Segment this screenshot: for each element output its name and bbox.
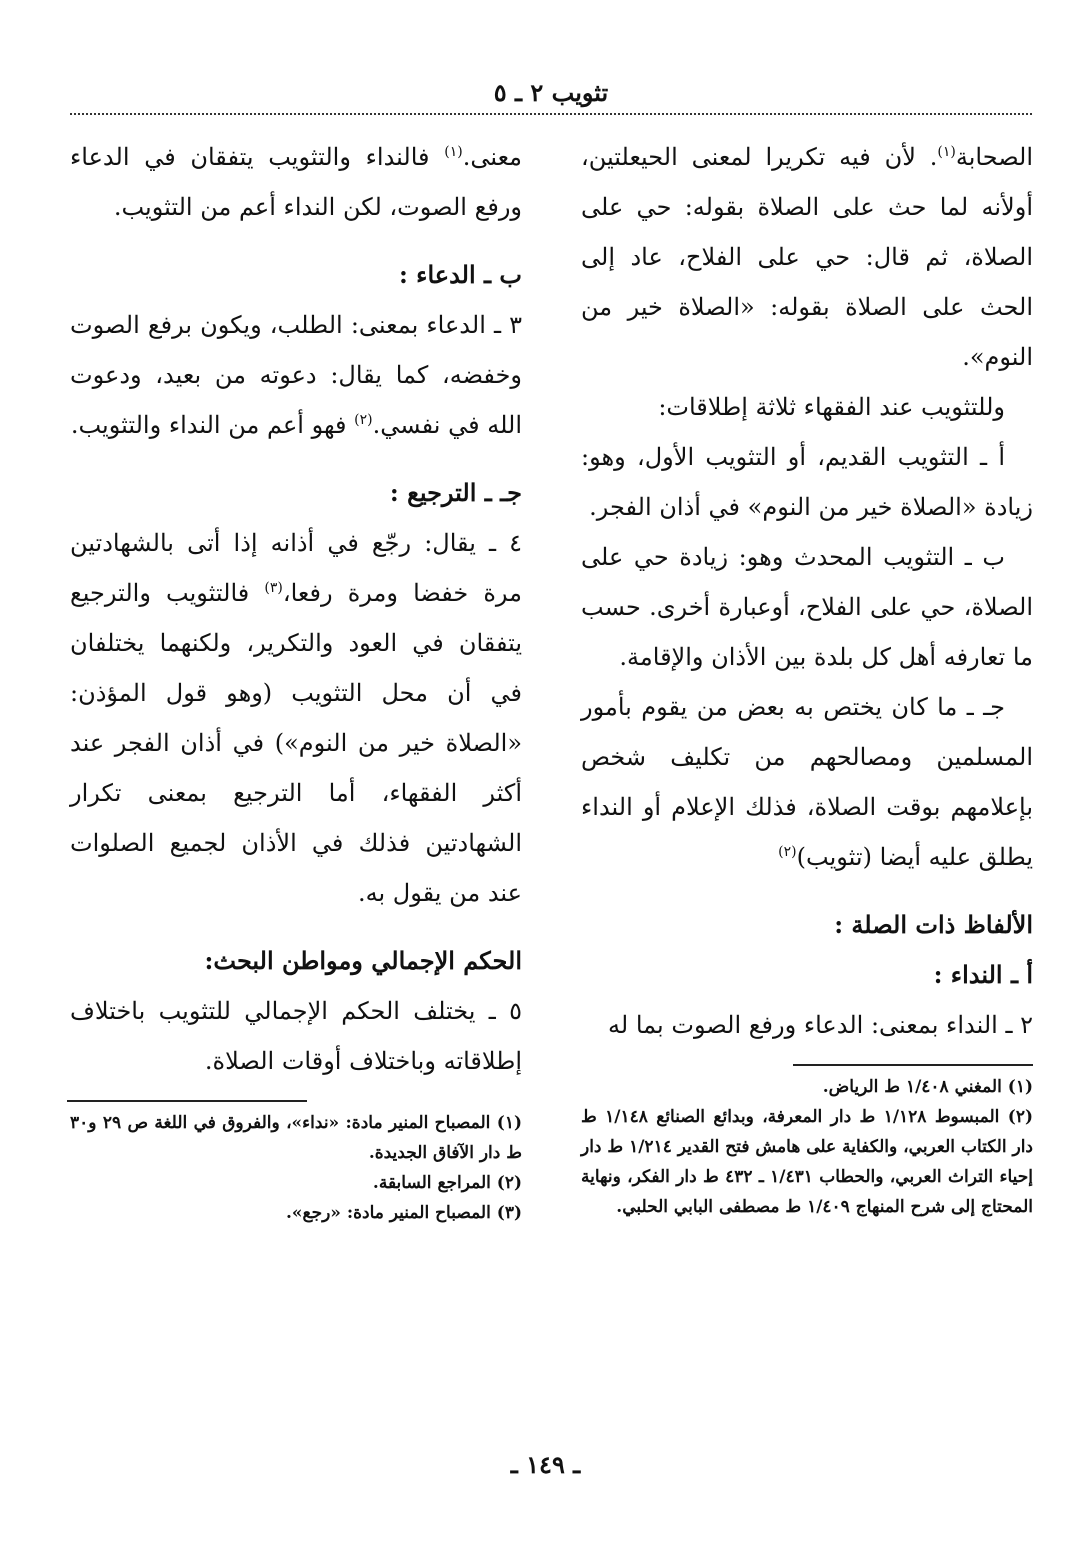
paragraph: ٣ ـ الدعاء بمعنى: الطلب، ويكون برفع الصوت وخفضه، كما يقال: دعوته من بعيد، ودعوت الله في نفسي.$^{(٢)}$ فهو أعم من النداء والتثويب. (70, 311, 522, 439)
footnote-rule (67, 1100, 307, 1102)
running-header: تثويب ٢ ـ ٥ (493, 78, 609, 107)
header-dotted-rule (70, 113, 1032, 115)
footnote-rule (793, 1064, 1033, 1066)
subsection-heading: أ ـ النداء : (933, 960, 1033, 989)
paragraph: الصحابة$^{(١)}$. لأن فيه تكريرا لمعنى الحيعلتين، أولأنه لما حث على الصلاة بقوله: حي على الصلاة، ثم قال: حي على الفلاح، عاد إلى الحث على الصلاة بقوله: «الصلاة خير من النوم». (581, 143, 1033, 371)
subsection-heading: ب ـ الدعاء : (398, 260, 522, 289)
footnote: (١) المصباح المنير مادة: «نداء»، والفروق في اللغة ص ٢٩ و٣٠ ط دار الآفاق الجديدة. (70, 1113, 522, 1163)
right-column (581, 132, 1033, 1222)
footnote: (١) المغني ١/٤٠٨ ط الرياض. (822, 1077, 1033, 1097)
paragraph: أ ـ التثويب القديم، أو التثويب الأول، وهو: زيادة «الصلاة خير من النوم» في أذان الفجر. (581, 443, 1033, 521)
paragraph: ٢ ـ النداء بمعنى: الدعاء ورفع الصوت بما له (608, 1011, 1033, 1039)
paragraph: ب ـ التثويب المحدث وهو: زيادة حي على الصلاة، حي على الفلاح، أوعبارة أخرى. حسب ما تعارفه أهل كل بلدة بين الأذان والإقامة. (581, 543, 1033, 671)
left-column (70, 132, 522, 1228)
footnote-ref: (٢) (354, 412, 373, 428)
section-heading: الحكم الإجمالي ومواطن البحث: (204, 946, 522, 975)
footnote-ref: (١) (937, 144, 956, 160)
footnote: (٣) المصباح المنير مادة: «رجع». (285, 1203, 522, 1223)
section-heading: الألفاظ ذات الصلة : (834, 910, 1033, 939)
subsection-heading: جـ ـ الترجيع : (389, 478, 522, 507)
paragraph: جـ ـ ما كان يختص به بعض من يقوم بأمور المسلمين ومصالحهم من تكليف شخص بإعلامهم بوقت الصلاة، فذلك الإعلام أو النداء يطلق عليه أيضا (تثويب)$^{(٢)}$ (581, 693, 1033, 871)
paragraph: ٤ ـ يقال: رجّع في أذانه إذا أتى بالشهادتين مرة خفضا ومرة رفعا،$^{(٣)}$ فالتثويب والترجيع يتفقان في العود والتكرير، ولكنهما يختلفان في أن محل التثويب (وهو قول المؤذن: «الصلاة خير من النوم») في أذان الفجر عند أكثر الفقهاء، أما الترجيع بمعنى تكرار الشهادتين فذلك في الأذان لجميع الصلوات عند من يقول به. (70, 529, 522, 907)
footnote-ref: (١) (444, 144, 463, 160)
paragraph: معنى.$^{(١)}$ فالنداء والتثويب يتفقان في الدعاء ورفع الصوت، لكن النداء أعم من التثويب. (70, 143, 522, 221)
footnote: (٢) المبسوط ١/١٢٨ ط دار المعرفة، وبدائع الصنائع ١/١٤٨ ط دار الكتاب العربي، والكفاية على هامش فتح القدير ١/٢١٤ ط دار إحياء التراث العربي، والحطاب ١/٤٣١ ـ ٤٣٢ ط دار الفكر، ونهاية المحتاج إلى شرح المنهاج ١/٤٠٩ ط مصطفى البابي الحلبي. (581, 1107, 1033, 1217)
paragraph: ٥ ـ يختلف الحكم الإجمالي للتثويب باختلاف إطلاقاته وباختلاف أوقات الصلاة. (70, 997, 522, 1075)
footnote-ref: (٢) (778, 844, 797, 860)
paragraph: وللتثويب عند الفقهاء ثلاثة إطلاقات: (658, 393, 1005, 421)
footnote: (٢) المراجع السابقة. (372, 1173, 522, 1193)
page-number: ـ ١٤٩ ـ (510, 1450, 581, 1479)
footnote-ref: (٣) (264, 580, 283, 596)
